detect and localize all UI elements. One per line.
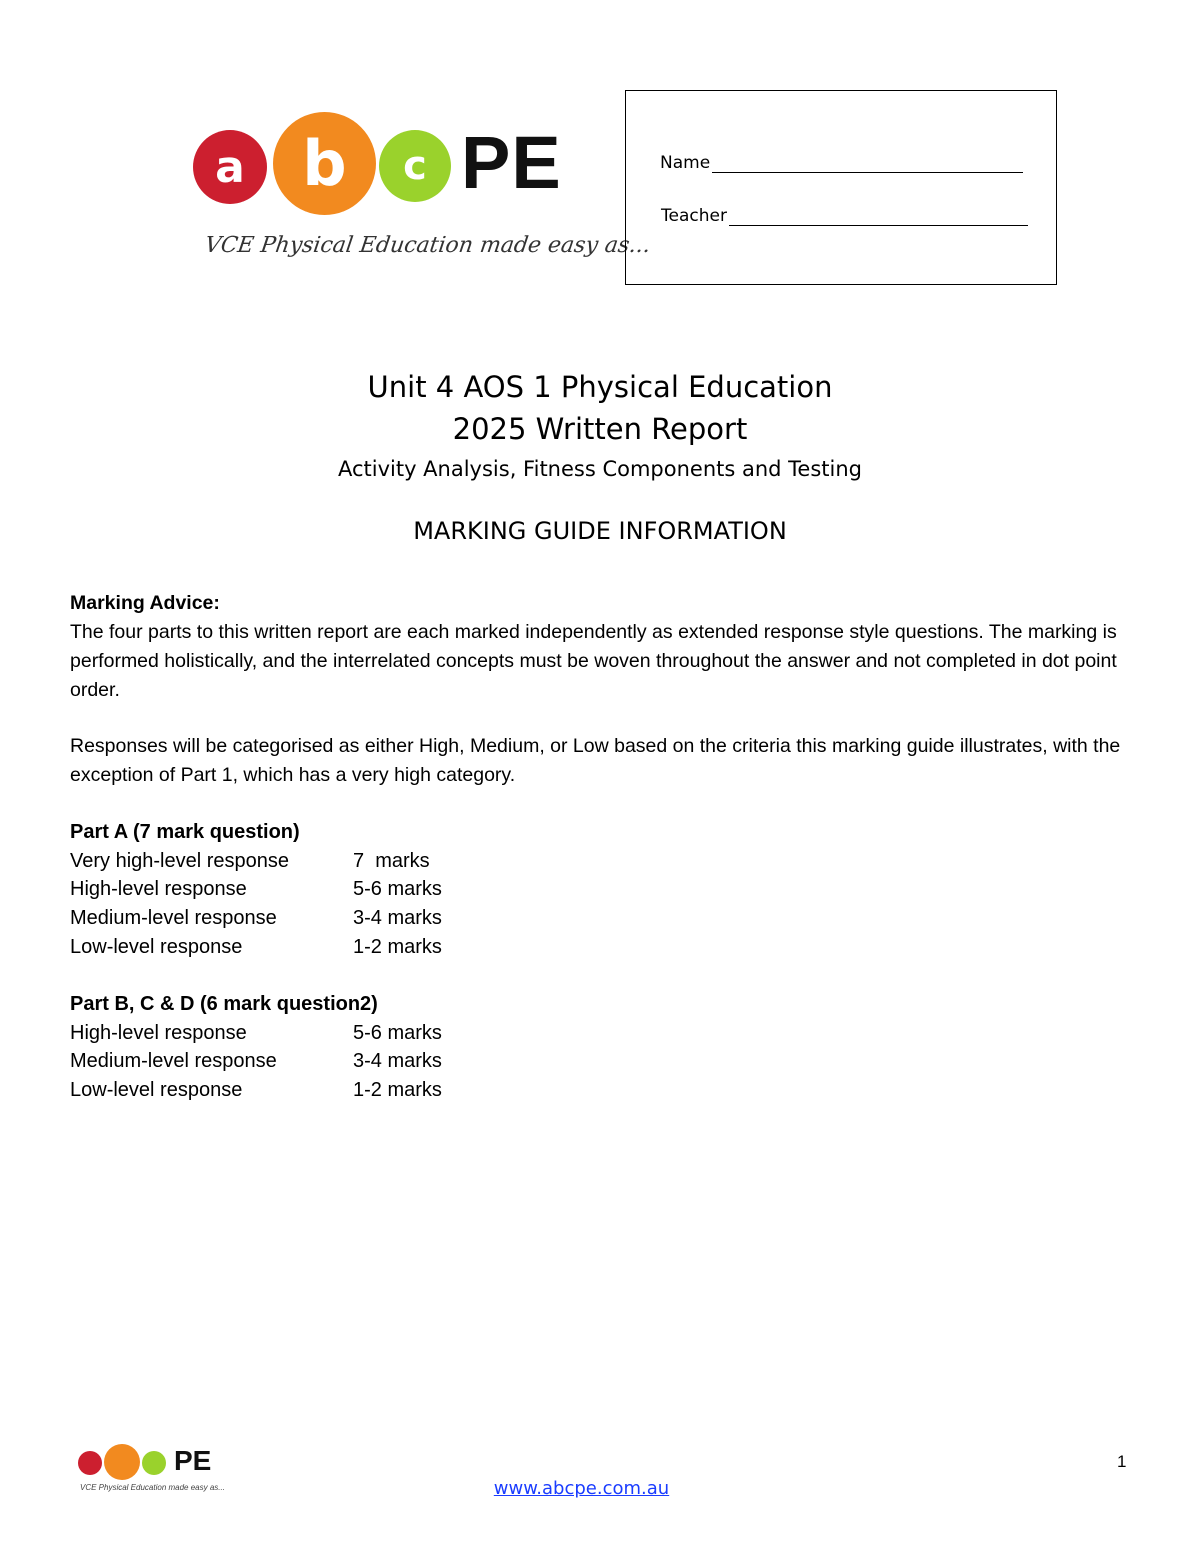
website-link[interactable]: www.abcpe.com.au (493, 1478, 670, 1499)
table-row (70, 847, 442, 876)
footer-logo-circle-b (104, 1444, 140, 1480)
part-bcd-marks-table (70, 990, 442, 1105)
marks-value: 3-4 marks (353, 907, 442, 930)
table-row (70, 904, 442, 933)
logo-letter-c: c (379, 130, 451, 202)
document-subtitle-year: 2025 Written Report (452, 412, 748, 446)
teacher-label: Teacher (661, 206, 727, 226)
level-label: Medium-level response (70, 907, 277, 930)
footer-logo-circle-a (78, 1451, 102, 1475)
level-label: Medium-level response (70, 1050, 277, 1073)
part-bcd-heading: Part B, C & D (6 mark question2) (70, 993, 378, 1015)
level-label: Low-level response (70, 935, 243, 958)
table-row (70, 1047, 442, 1076)
logo-brand-text: PE (461, 121, 562, 204)
level-label: High-level response (70, 878, 247, 901)
marks-value: 1-2 marks (353, 935, 442, 958)
abcpe-logo (193, 108, 653, 268)
table-row (70, 933, 442, 962)
categorisation-section (70, 732, 1140, 790)
logo-tagline: VCE Physical Education made easy as... (203, 233, 653, 258)
logo-letter-b: b (273, 112, 376, 215)
teacher-underline[interactable] (729, 207, 1028, 226)
table-row (70, 1076, 442, 1105)
marking-guide-heading: MARKING GUIDE INFORMATION (413, 517, 787, 545)
marks-value: 1-2 marks (353, 1079, 442, 1102)
level-label: High-level response (70, 1021, 247, 1044)
marks-value: 5-6 marks (353, 1021, 442, 1044)
table-row (70, 1019, 442, 1048)
document-title: Unit 4 AOS 1 Physical Education (367, 370, 833, 404)
footer-logo-circle-c (142, 1451, 166, 1475)
level-label: Very high-level response (70, 849, 290, 872)
teacher-field[interactable] (661, 206, 1028, 226)
page-number: 1 (1117, 1452, 1127, 1471)
marking-advice-section (70, 589, 1140, 705)
table-row (70, 875, 442, 904)
name-label: Name (660, 153, 711, 173)
marks-value: 7 marks (353, 849, 430, 872)
name-underline[interactable] (712, 154, 1023, 173)
student-details-box (625, 90, 1057, 285)
marks-value: 5-6 marks (353, 878, 442, 901)
part-a-marks-table (70, 818, 442, 962)
part-a-heading: Part A (7 mark question) (70, 821, 300, 843)
marks-value: 3-4 marks (353, 1050, 442, 1073)
level-label: Low-level response (70, 1079, 243, 1102)
marking-advice-heading: Marking Advice: (70, 592, 220, 614)
marking-advice-paragraph-1: The four parts to this written report are each marked independently as extended response style questions. The marking is performed holistically, and the interrelated concepts must be woven throughout the answer and not completed in dot point order. (70, 621, 1117, 701)
name-field[interactable] (660, 153, 1023, 173)
marking-advice-paragraph-2: Responses will be categorised as either High, Medium, or Low based on the criteria this marking guide illustrates, with the exception of Part 1, which has a very high category. (70, 735, 1121, 786)
document-topic: Activity Analysis, Fitness Components and Testing (337, 457, 863, 481)
footer-logo-brand: PE (174, 1445, 212, 1476)
footer-logo-tagline: VCE Physical Education made easy as... (80, 1483, 225, 1492)
logo-letter-a: a (193, 130, 267, 204)
